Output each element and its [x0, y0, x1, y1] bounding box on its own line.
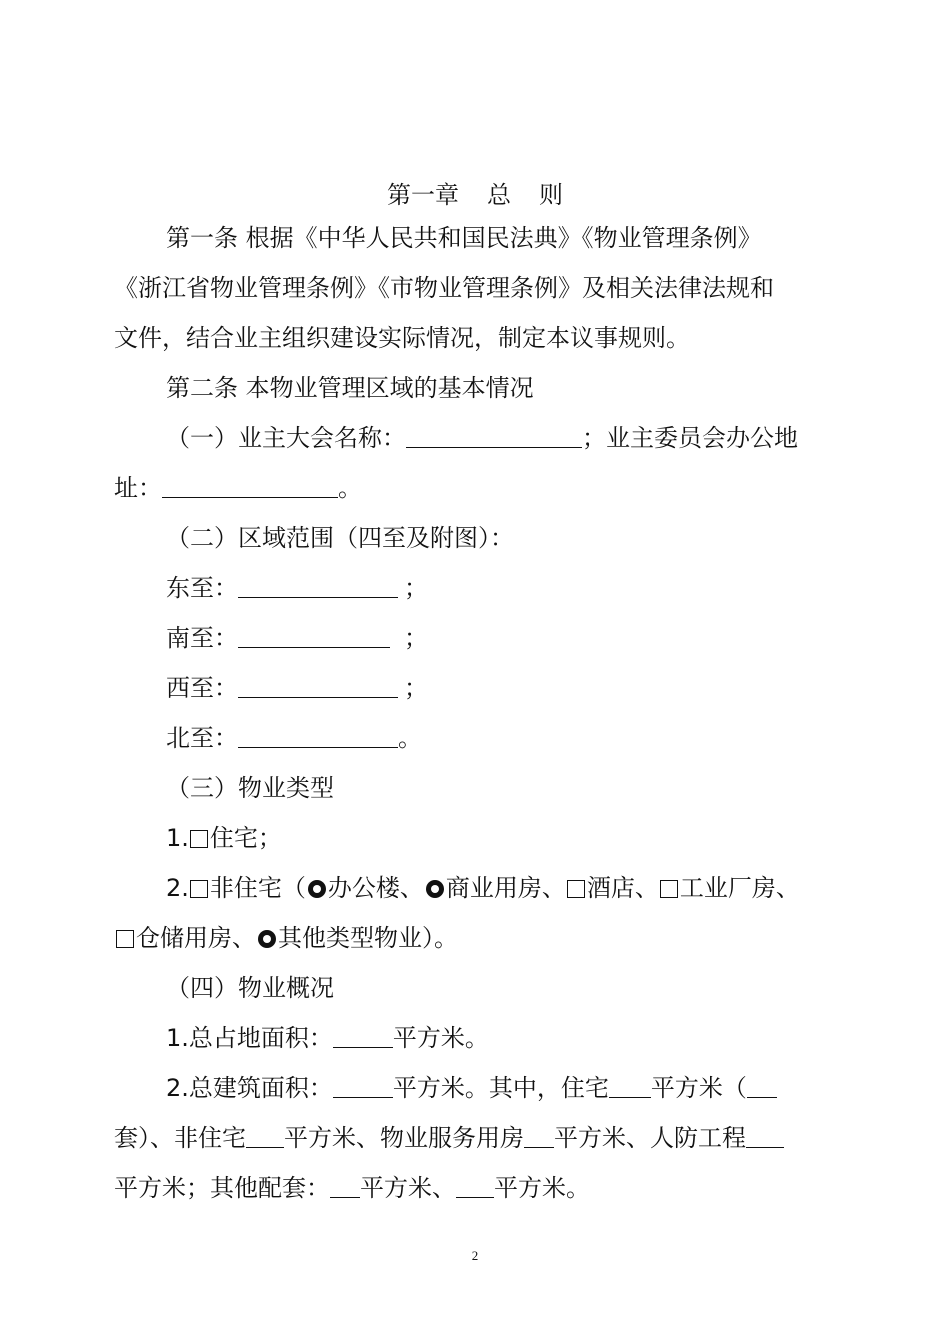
chapter-title — [0, 180, 950, 210]
page-number: 2 — [471, 1248, 479, 1263]
other-facility-2-blank[interactable] — [456, 1175, 494, 1198]
type-nonresidential-line — [166, 873, 800, 903]
item-number: 1. — [166, 824, 189, 852]
owners-assembly-line — [166, 423, 798, 453]
east-boundary-blank[interactable] — [238, 575, 398, 598]
office-label: 办公楼、 — [327, 874, 424, 902]
chapter-number: 第一章 — [387, 181, 459, 209]
unit-label: 平方米（ — [650, 1074, 747, 1102]
land-area-label: 1.总占地面积： — [166, 1024, 333, 1052]
period: 。 — [398, 724, 422, 752]
building-area-label: 2.总建筑面积： — [166, 1074, 333, 1102]
civil-defense-blank[interactable] — [746, 1125, 784, 1148]
south-label: 南至： — [166, 624, 238, 652]
north-boundary-blank[interactable] — [238, 725, 398, 748]
checkbox-factory[interactable] — [660, 880, 678, 898]
radio-office-selected[interactable] — [308, 880, 326, 898]
chapter-title-char-1: 总 — [487, 181, 511, 209]
radio-commercial-selected[interactable] — [426, 880, 444, 898]
building-area-line-3 — [114, 1173, 590, 1203]
west-boundary-line — [166, 673, 428, 703]
nonresidential-area-blank[interactable] — [246, 1125, 284, 1148]
period: 。 — [338, 474, 362, 502]
checkbox-nonresidential[interactable] — [190, 880, 208, 898]
unit-label: 平方米。 — [494, 1174, 590, 1202]
residential-area-label: 平方米。其中，住宅 — [392, 1074, 609, 1102]
article-1-line-3: 文件，结合业主组织建设实际情况，制定本议事规则。 — [114, 324, 690, 352]
chapter-title-char-2: 则 — [539, 181, 563, 209]
checkbox-storage[interactable] — [116, 930, 134, 948]
factory-label: 工业厂房、 — [679, 874, 800, 902]
storage-label: 仓储用房、 — [136, 924, 256, 952]
semicolon: ； — [404, 674, 428, 702]
unit-label: 平方米。 — [392, 1024, 489, 1052]
other-type-label: 其他类型物业）。 — [278, 924, 458, 952]
west-label: 西至： — [166, 674, 238, 702]
residential-units-blank[interactable] — [747, 1075, 777, 1098]
north-label: 北至： — [166, 724, 238, 752]
unit-label: 平方米、 — [360, 1174, 456, 1202]
other-facility-1-blank[interactable] — [330, 1175, 360, 1198]
east-boundary-line — [166, 573, 428, 603]
radio-other-selected[interactable] — [258, 930, 276, 948]
south-boundary-blank[interactable] — [238, 625, 390, 648]
committee-office-label: ；业主委员会办公地 — [582, 424, 798, 452]
hotel-label: 酒店、 — [586, 874, 659, 902]
article-1-line-2: 《浙江省物业管理条例》《市物业管理条例》及相关法律法规和 — [114, 274, 774, 302]
commercial-label: 商业用房、 — [445, 874, 566, 902]
property-overview-heading: （四）物业概况 — [166, 974, 334, 1002]
semicolon: ； — [404, 574, 428, 602]
residential-area-blank[interactable] — [609, 1075, 651, 1098]
north-boundary-line — [166, 723, 422, 753]
article-2-heading: 第二条 本物业管理区域的基本情况 — [166, 374, 534, 402]
building-area-line — [166, 1073, 777, 1103]
civil-defense-label: 平方米、人防工程 — [554, 1124, 746, 1152]
office-address-blank[interactable] — [162, 475, 338, 498]
west-boundary-blank[interactable] — [238, 675, 398, 698]
type-nonresidential-line-2 — [114, 923, 458, 953]
owners-assembly-label: （一）业主大会名称： — [166, 424, 406, 452]
checkbox-hotel[interactable] — [567, 880, 585, 898]
property-type-heading: （三）物业类型 — [166, 774, 334, 802]
service-room-blank[interactable] — [524, 1125, 554, 1148]
checkbox-residential[interactable] — [190, 830, 208, 848]
south-boundary-line — [166, 623, 428, 653]
east-label: 东至： — [166, 574, 238, 602]
nonresidential-area-label: 套）、非住宅 — [114, 1124, 246, 1152]
office-address-label: 址： — [114, 474, 162, 502]
owners-assembly-name-blank[interactable] — [406, 425, 582, 448]
residential-label: 住宅； — [209, 824, 282, 852]
building-area-line-2 — [114, 1123, 784, 1153]
office-address-line — [114, 473, 362, 503]
semicolon: ； — [404, 624, 428, 652]
other-facilities-label: 平方米；其他配套： — [114, 1174, 330, 1202]
article-1-line-1: 第一条 根据《中华人民共和国民法典》《物业管理条例》 — [166, 224, 762, 252]
land-area-blank[interactable] — [333, 1025, 393, 1048]
type-residential-line — [166, 823, 282, 853]
building-area-blank[interactable] — [333, 1075, 393, 1098]
nonresidential-label: 非住宅（ — [209, 874, 306, 902]
land-area-line — [166, 1023, 489, 1053]
service-room-label: 平方米、物业服务用房 — [284, 1124, 524, 1152]
area-scope-heading: （二）区域范围（四至及附图）： — [166, 524, 514, 552]
item-number: 2. — [166, 874, 189, 902]
